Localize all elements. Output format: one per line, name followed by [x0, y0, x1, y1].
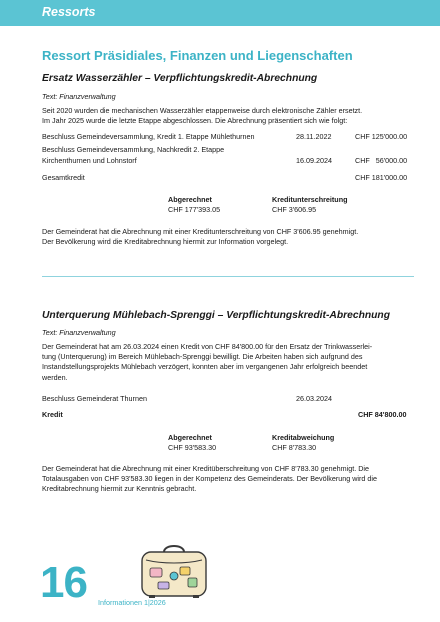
credit-label: Kredit [42, 410, 63, 419]
page-number: 16 [40, 558, 87, 607]
section-divider [42, 276, 414, 277]
total-amount: CHF 181'000.00 [355, 173, 408, 182]
top-section-bar [0, 0, 440, 26]
section2-closing: Der Gemeinderat hat die Abrechnung mit einer Kreditüberschreitung von CHF 8'783.30 genehmigt. Die Totalausgaben von CHF 93'583.30 liegen in der Kompetenz des Gemeinderats. Der Bevölkerung wird die Kreditabrechnung hiermit zur Kenntnis gebracht. [42, 464, 377, 494]
settled-label: Abgerechnet [168, 195, 212, 204]
settled2-label: Abgerechnet [168, 433, 212, 442]
section2-intro: Der Gemeinderat hat am 26.03.2024 einen Kredit von CHF 84'800.00 für den Ersatz der Trinkwasserlei- tung (Unterquerung) im Bereich Mühlebach-Sprenggi bewilligt. Die Arbeiten haben sich aufgrund des Instandstellungsprojekts Mühlebach verzögert, konnten aber im vergangenen Jahr erfolgreich beendet werden. [42, 342, 373, 382]
section2-heading: Unterquerung Mühlebach-Sprenggi – Verpflichtungskredit-Abrechnung [42, 310, 391, 321]
row1-amount: CHF 125'000.00 [355, 132, 408, 141]
page-title: Ressort Präsidiales, Finanzen und Liegenschaften [42, 48, 353, 63]
section1-closing: Der Gemeinderat hat die Abrechnung mit einer Kreditunterschreitung von CHF 3'606.95 genehmigt. Der Bevölkerung wird die Kreditabrechnung hiermit zur Information vorgelegt. [42, 227, 359, 247]
section1-intro: Seit 2020 wurden die mechanischen Wasserzähler etappenweise durch elektronische Zähler ersetzt. Im Jahr 2025 wurde die letzte Etappe abgeschlossen. Die Abrechnung präsentiert sich wie folgt: [42, 106, 363, 126]
decision-label: Beschluss Gemeinderat Thurnen [42, 394, 147, 403]
publication-footer: Informationen 1|2026 [98, 598, 166, 607]
section-label: Ressorts [42, 5, 96, 19]
suitcase-icon [136, 540, 212, 600]
section1-source: Text: Finanzverwaltung [42, 92, 116, 101]
row1-text: Beschluss Gemeindeversammlung, Kredit 1. Etappe Mühlethurnen [42, 132, 255, 141]
section1-heading: Ersatz Wasserzähler – Verpflichtungskredit-Abrechnung [42, 73, 318, 84]
row2-amount: CHF 56'000.00 [355, 156, 408, 165]
settled-value: CHF 177'393.05 [168, 205, 221, 214]
row2-text-line2: Kirchenthurnen und Lohnstorf [42, 156, 137, 165]
row2-date: 16.09.2024 [296, 156, 332, 165]
row1-date: 28.11.2022 [296, 132, 332, 141]
underrun-value: CHF 3'606.95 [272, 205, 317, 214]
deviation-label: Kreditabweichung [272, 433, 335, 442]
deviation-value: CHF 8'783.30 [272, 443, 317, 452]
underrun-label: Kreditunterschreitung [272, 195, 348, 204]
settled2-value: CHF 93'583.30 [168, 443, 217, 452]
total-label: Gesamtkredit [42, 173, 85, 182]
section2-source: Text: Finanzverwaltung [42, 328, 116, 337]
decision-date: 26.03.2024 [296, 394, 332, 403]
row2-text-line1: Beschluss Gemeindeversammlung, Nachkredit 2. Etappe [42, 145, 225, 154]
credit-amount: CHF 84'800.00 [358, 410, 407, 419]
